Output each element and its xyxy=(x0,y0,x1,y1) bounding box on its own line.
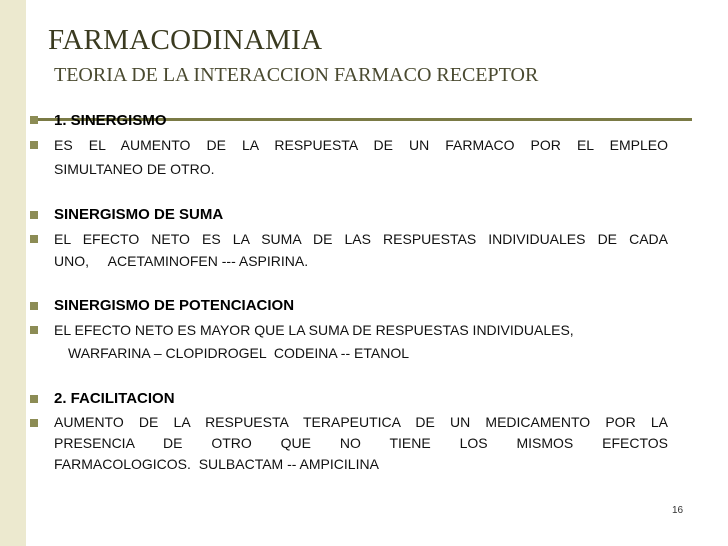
text-sinergismo-definition-line2: SIMULTANEO DE OTRO. xyxy=(54,161,215,177)
slide-left-band xyxy=(0,0,26,546)
text-sinergismo-definition-line1: ES EL AUMENTO DE LA RESPUESTA DE UN FARMACO POR EL EMPLEO xyxy=(54,137,668,153)
bullet-square-icon xyxy=(30,116,38,124)
text-suma-definition-line2: UNO, ACETAMINOFEN --- ASPIRINA. xyxy=(54,253,309,269)
page-number: 16 xyxy=(672,505,684,516)
bullet-square-icon xyxy=(30,302,38,310)
text-potenciacion-definition-line1: EL EFECTO NETO ES MAYOR QUE LA SUMA DE RESPUESTAS INDIVIDUALES, xyxy=(54,322,574,338)
text-facilitacion-definition-line3: FARMACOLOGICOS. SULBACTAM -- AMPICILINA xyxy=(54,456,379,472)
slide-title-band xyxy=(26,0,728,122)
bullet-square-icon xyxy=(30,211,38,219)
text-facilitacion-definition-line1: AUMENTO DE LA RESPUESTA TERAPEUTICA DE UN MEDICAMENTO POR LA xyxy=(54,414,668,430)
slide-subtitle: TEORIA DE LA INTERACCION FARMACO RECEPTOR xyxy=(54,64,539,86)
text-suma-definition-line1: EL EFECTO NETO ES LA SUMA DE LAS RESPUESTAS INDIVIDUALES DE CADA xyxy=(54,231,668,247)
heading-facilitacion: 2. FACILITACION xyxy=(54,390,175,407)
bullet-square-icon xyxy=(30,419,38,427)
bullet-square-icon xyxy=(30,395,38,403)
bullet-square-icon xyxy=(30,141,38,149)
bullet-square-icon xyxy=(30,235,38,243)
bullet-square-icon xyxy=(30,326,38,334)
heading-sinergismo-suma: SINERGISMO DE SUMA xyxy=(54,206,224,223)
slide-title: FARMACODINAMIA xyxy=(48,24,323,56)
text-potenciacion-definition-line2: WARFARINA – CLOPIDROGEL CODEINA -- ETANOL xyxy=(68,345,409,361)
text-facilitacion-definition-line2: PRESENCIA DE OTRO QUE NO TIENE LOS MISMOS EFECTOS xyxy=(54,435,668,451)
heading-sinergismo-potenciacion: SINERGISMO DE POTENCIACION xyxy=(54,297,295,314)
heading-sinergismo: 1. SINERGISMO xyxy=(54,112,167,129)
